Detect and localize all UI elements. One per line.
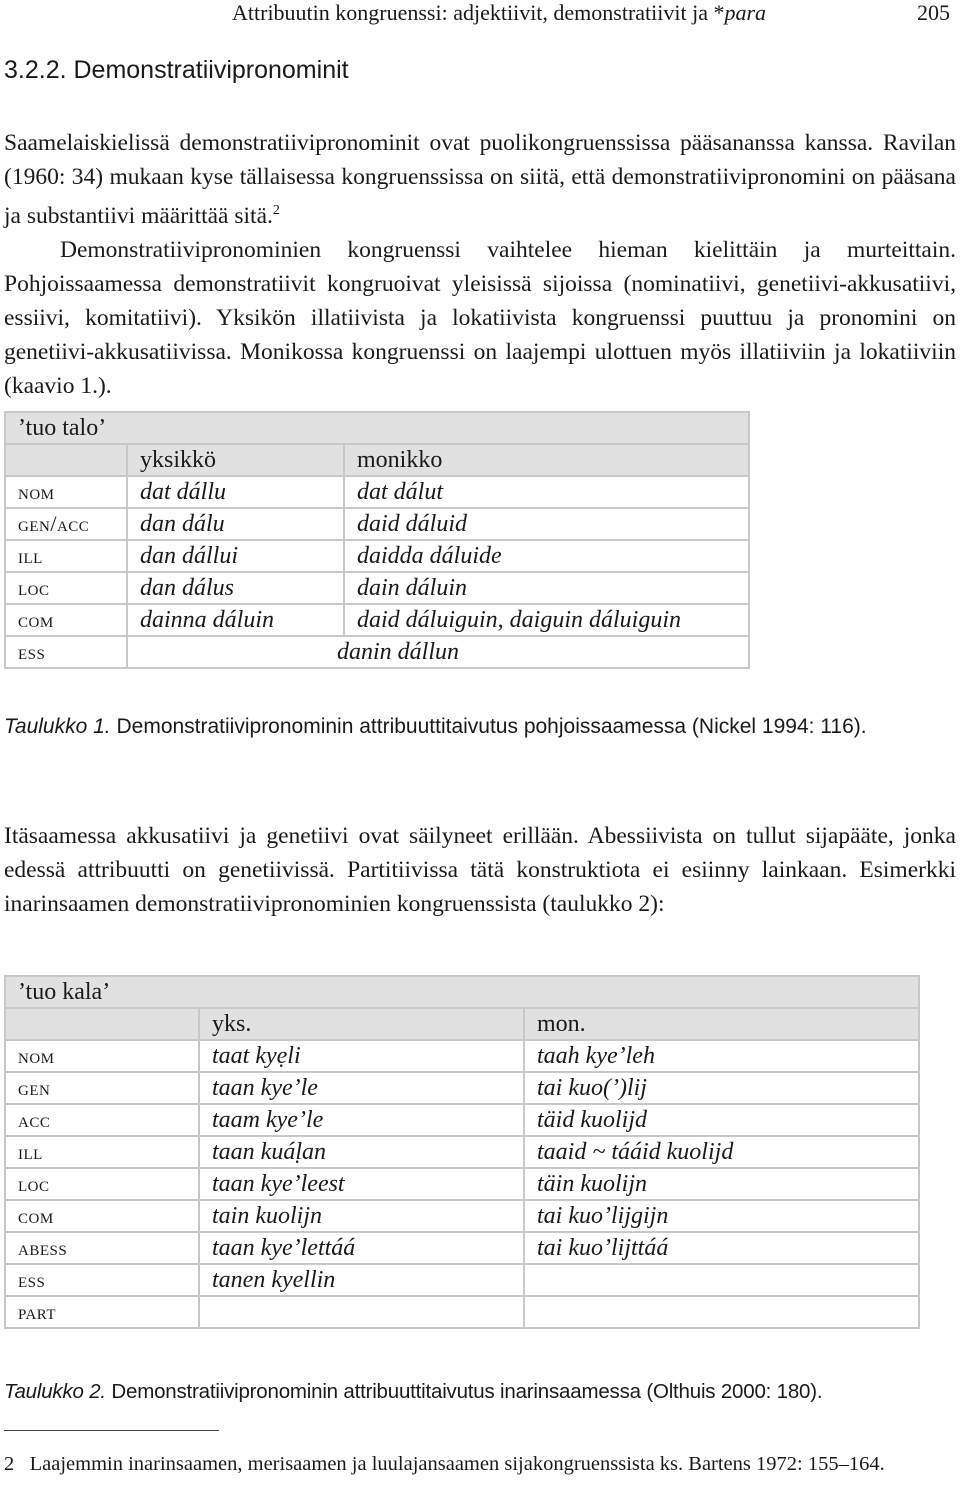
singular-form: taat kyẹli	[199, 1040, 524, 1072]
case-label: ill	[5, 540, 127, 572]
plural-form: daidda dáluide	[344, 540, 749, 572]
caption-2-text: Demonstratiivipronominin attribuuttitaivutus inarinsaamessa (Olthuis 2000: 180).	[105, 1380, 823, 1403]
table-1-caption	[4, 711, 956, 743]
plural-form	[524, 1264, 919, 1296]
table-2	[4, 975, 920, 1329]
running-head-italic: para	[724, 0, 767, 25]
caption-1-label: Taulukko 1.	[4, 715, 111, 738]
case-label: loc	[5, 1168, 199, 1200]
case-label: abess	[5, 1232, 199, 1264]
table-row	[5, 636, 749, 668]
footnote-text: Laajemmin inarinsaamen, merisaamen ja luulajansaamen sijakongruenssista ks. Bartens 1972: 155–164.	[29, 1453, 885, 1475]
table-2-col-sg: yks.	[199, 1008, 524, 1040]
singular-form: tanen kyellin	[199, 1264, 524, 1296]
plural-form: daid dáluiguin, daiguin dáluiguin	[344, 604, 749, 636]
singular-form: taan kye’lettáá	[199, 1232, 524, 1264]
singular-form: taan kye’leest	[199, 1168, 524, 1200]
body-text-top	[4, 126, 956, 403]
table-2-gloss: ’tuo kala’	[5, 976, 919, 1008]
plural-form: täid kuolijd	[524, 1104, 919, 1136]
section-title: 3.2.2. Demonstratiivipronominit	[4, 56, 349, 84]
footnote-ref[interactable]: 2	[272, 203, 280, 218]
table-1-col-pl: monikko	[344, 444, 749, 476]
singular-form: dat dállu	[127, 476, 344, 508]
table-1-gloss: ’tuo talo’	[5, 412, 749, 444]
table-row	[5, 1232, 919, 1264]
plural-form: täin kuolijn	[524, 1168, 919, 1200]
table-row	[5, 1264, 919, 1296]
singular-form: dan dálus	[127, 572, 344, 604]
plural-form: dat dálut	[344, 476, 749, 508]
table-row	[5, 1168, 919, 1200]
table-row	[5, 572, 749, 604]
case-label: acc	[5, 1104, 199, 1136]
case-label: loc	[5, 572, 127, 604]
table-row	[5, 540, 749, 572]
footnote-divider	[4, 1430, 219, 1431]
case-label: ess	[5, 1264, 199, 1296]
table-2-caption	[4, 1376, 956, 1408]
paragraph-1	[4, 126, 956, 233]
paragraph-1-text: Saamelaiskielissä demonstratiivipronominit ovat puolikongruenssissa pääsananssa kanssa. Ravilan (1960: 34) mukaan kyse tällaisessa kongruenssissa on siitä, että demonstratiivipronomini on pääsana ja substantiivi määrittää sitä.	[4, 130, 956, 229]
footnote	[4, 1450, 956, 1479]
page-number: 205	[917, 0, 950, 25]
plural-form	[524, 1296, 919, 1328]
running-head	[232, 0, 766, 26]
body-text-middle	[4, 819, 956, 921]
table-row	[5, 1104, 919, 1136]
case-label: nom	[5, 476, 127, 508]
plural-form: tai kuo’lijttáá	[524, 1232, 919, 1264]
case-label: ill	[5, 1136, 199, 1168]
table-1-gloss-row	[5, 412, 749, 444]
plural-form: taaid ~ tááid kuolijd	[524, 1136, 919, 1168]
table-2-corner	[5, 1008, 199, 1040]
table-row	[5, 1072, 919, 1104]
paragraph-2: Demonstratiivipronominien kongruenssi vaihtelee hieman kielittäin ja murteittain. Pohjoissaamessa demonstratiivit kongruoivat yleisissä sijoissa (nominatiivi, genetiivi-akkusatiivi, essiivi, komitatiivi). Yksikön illatiivista ja lokatiivista kongruenssi puuttuu ja pronomini on genetiivi-akkusatiivissa. Monikossa kongruenssi on laajempi ulottuen myös illatiiviin ja lokatiiviin (kaavio 1.).	[4, 236, 956, 399]
singular-form: taan kye’le	[199, 1072, 524, 1104]
table-row	[5, 604, 749, 636]
table-row	[5, 1040, 919, 1072]
table-1	[4, 411, 750, 669]
table-2-header-row	[5, 1008, 919, 1040]
case-label: ess	[5, 636, 127, 668]
table-1-col-sg: yksikkö	[127, 444, 344, 476]
caption-1-text: Demonstratiivipronominin attribuuttitaivutus pohjoissaamessa (Nickel 1994: 116).	[110, 715, 867, 738]
singular-form: dainna dáluin	[127, 604, 344, 636]
plural-form: taah kye’leh	[524, 1040, 919, 1072]
running-head-text: Attribuutin kongruenssi: adjektiivit, demonstratiivit ja *	[232, 0, 725, 25]
table-row	[5, 1200, 919, 1232]
table-row	[5, 508, 749, 540]
singular-form: taan kuáḷan	[199, 1136, 524, 1168]
table-1-header-row	[5, 444, 749, 476]
caption-2-label: Taulukko 2.	[4, 1380, 106, 1403]
singular-form: tain kuolijn	[199, 1200, 524, 1232]
table-row	[5, 1136, 919, 1168]
table-2-gloss-row	[5, 976, 919, 1008]
plural-form: daid dáluid	[344, 508, 749, 540]
singular-form: dan dálu	[127, 508, 344, 540]
case-label: gen/acc	[5, 508, 127, 540]
singular-form: taam kye’le	[199, 1104, 524, 1136]
table-2-col-pl: mon.	[524, 1008, 919, 1040]
singular-form: dan dállui	[127, 540, 344, 572]
case-label: com	[5, 604, 127, 636]
table-row	[5, 1296, 919, 1328]
case-label: part	[5, 1296, 199, 1328]
case-label: nom	[5, 1040, 199, 1072]
case-label: com	[5, 1200, 199, 1232]
plural-form: tai kuo’lijgijn	[524, 1200, 919, 1232]
table-row	[5, 476, 749, 508]
paragraph-3: Itäsaamessa akkusatiivi ja genetiivi ovat säilyneet erillään. Abessiivista on tullut sijapääte, jonka edessä attribuutti on genetiivissä. Partitiivissa tätä konstruktiota ei esiinny lainkaan. Esimerkki inarinsaamen demonstratiivipronominien kongruenssista (taulukko 2):	[4, 823, 956, 917]
plural-form: tai kuo(’)lij	[524, 1072, 919, 1104]
footnote-number: 2	[4, 1453, 15, 1475]
case-label: gen	[5, 1072, 199, 1104]
table-1-corner	[5, 444, 127, 476]
plural-form: dain dáluin	[344, 572, 749, 604]
singular-form	[199, 1296, 524, 1328]
essive-form: danin dállun	[127, 636, 749, 668]
